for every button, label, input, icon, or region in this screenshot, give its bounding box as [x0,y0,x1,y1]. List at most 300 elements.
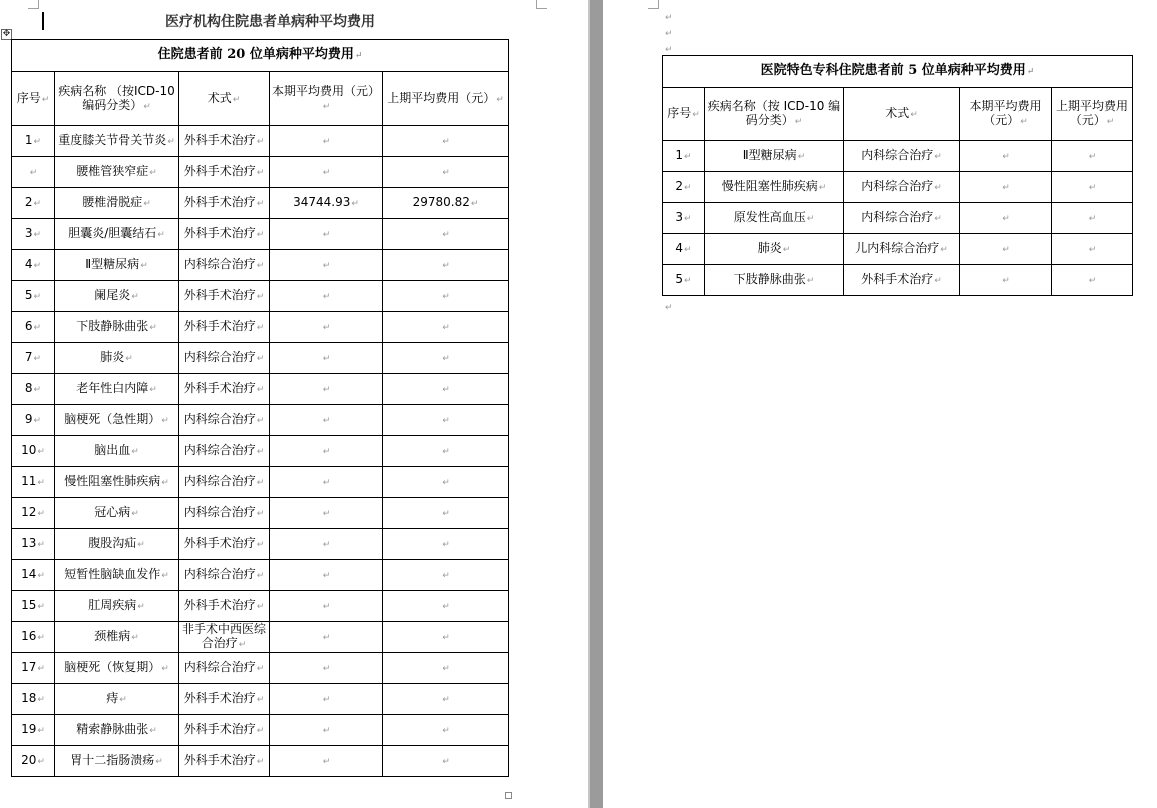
cell-end-mark: ↵ [256,478,265,488]
page-gutter [590,0,603,808]
cell-previous-cost[interactable] [1052,172,1133,203]
cell-method[interactable] [179,281,270,312]
cell-disease-name[interactable] [55,312,179,343]
cell-end-mark: ↵ [1020,117,1028,127]
cell-no[interactable] [12,374,55,405]
cell-end-mark: ↵ [934,276,942,286]
cell-end-mark: ↵ [33,385,42,395]
cell-end-mark: ↵ [442,261,450,271]
cell-method[interactable] [179,250,270,281]
cell-current-cost[interactable] [270,281,383,312]
cell-end-mark: ↵ [256,261,265,271]
cell-end-mark: ↵ [161,478,169,488]
cell-end-mark: ↵ [934,214,942,224]
cell-current-cost[interactable] [270,374,383,405]
cell-disease-name-text: 老年性白内障 [76,381,149,395]
table-row [12,374,509,405]
cell-method[interactable] [179,746,270,777]
cell-end-mark: ↵ [29,168,38,178]
table-resize-handle[interactable] [505,792,512,799]
cell-current-cost[interactable] [270,653,383,684]
cell-current-cost[interactable] [270,529,383,560]
cell-end-mark: ↵ [1088,214,1097,224]
cell-end-mark: ↵ [37,571,45,581]
cell-no[interactable] [12,498,55,529]
cell-no[interactable] [12,126,55,157]
table-row [12,436,509,467]
margin-corner-mark [648,0,659,9]
cell-end-mark: ↵ [149,168,157,178]
cell-end-mark: ↵ [256,447,265,457]
cell-no-text: 20 [21,753,37,767]
cell-current-cost[interactable] [270,219,383,250]
cell-no-text: 9 [24,412,33,426]
cell-method[interactable] [179,126,270,157]
cell-end-mark: ↵ [37,633,45,643]
cell-end-mark: ↵ [910,110,918,120]
cell-end-mark: ↵ [442,168,450,178]
cell-no-text: 16 [21,629,37,643]
cell-end-mark: ↵ [37,478,45,488]
cell-disease-name[interactable] [55,374,179,405]
cell-end-mark: ↵ [322,633,331,643]
cell-method[interactable] [844,203,960,234]
cell-disease-name[interactable] [705,234,844,265]
cell-end-mark: ↵ [256,323,265,333]
cell-disease-name-text: 原发性高血压 [733,210,806,224]
cell-end-mark: ↵ [442,726,450,736]
header-previous-cost[interactable] [1052,88,1133,141]
cell-no[interactable] [12,529,55,560]
cell-disease-name-text: 胃十二指肠溃疡 [70,753,155,767]
cell-current-cost[interactable] [270,157,383,188]
cell-method[interactable] [179,684,270,715]
cell-no[interactable] [12,312,55,343]
cell-previous-cost[interactable] [383,498,509,529]
header-no-text: 序号 [667,106,692,120]
top20-cost-table [11,39,509,777]
cell-disease-name[interactable] [55,622,179,653]
cell-disease-name[interactable] [705,265,844,296]
cell-disease-name[interactable] [55,653,179,684]
cell-current-cost[interactable] [270,684,383,715]
table-row [12,281,509,312]
cell-previous-cost[interactable] [383,188,509,219]
cell-no[interactable] [12,157,55,188]
cell-current-cost[interactable] [270,591,383,622]
cell-no-text: 14 [21,567,37,581]
table-row [663,234,1133,265]
cell-no[interactable] [12,250,55,281]
cell-current-cost[interactable] [270,467,383,498]
cell-end-mark: ↵ [1002,183,1010,193]
cell-disease-name-text: Ⅱ型糖尿病 [742,148,797,162]
cell-end-mark: ↵ [684,245,692,255]
cell-current-cost[interactable] [960,172,1052,203]
cell-no-text: 15 [21,598,37,612]
cell-end-mark: ↵ [140,261,148,271]
cell-end-mark: ↵ [442,633,450,643]
cell-method-text: 内科综合治疗 [183,412,256,426]
table-row [663,172,1133,203]
header-previous-cost[interactable] [383,72,509,126]
cell-method[interactable] [844,265,960,296]
cell-disease-name[interactable] [55,157,179,188]
cell-end-mark: ↵ [256,757,265,767]
table-row [12,188,509,219]
table-row [12,498,509,529]
cell-current-cost[interactable] [270,312,383,343]
cell-previous-cost[interactable] [383,374,509,405]
header-method[interactable] [179,72,270,126]
cell-disease-name[interactable] [55,250,179,281]
cell-disease-name[interactable] [55,436,179,467]
cell-end-mark: ↵ [442,385,450,395]
paragraph-mark: ↵ [665,45,673,55]
cell-previous-cost[interactable] [383,746,509,777]
cell-end-mark: ↵ [442,137,450,147]
cell-current-cost[interactable] [270,343,383,374]
cell-method-text: 外科手术治疗 [183,195,256,209]
cell-previous-cost[interactable] [383,622,509,653]
header-current-cost[interactable] [270,72,383,126]
cell-end-mark: ↵ [442,230,450,240]
cell-current-cost[interactable] [270,436,383,467]
cell-method[interactable] [179,715,270,746]
cell-disease-name[interactable] [55,126,179,157]
cell-end-mark: ↵ [143,101,151,112]
cell-previous-cost[interactable] [383,591,509,622]
cell-no[interactable] [663,172,705,203]
cell-no[interactable] [12,188,55,219]
header-current-cost-text: 本期平均费用（元） [969,99,1042,127]
cell-method[interactable] [179,653,270,684]
cell-disease-name-text: 冠心病 [94,505,131,519]
cell-no-text: 5 [24,288,33,302]
cell-current-cost[interactable] [270,405,383,436]
cell-end-mark: ↵ [256,416,265,426]
cell-disease-name-text: 下肢静脉曲张 [733,272,806,286]
cell-disease-name[interactable] [55,343,179,374]
cell-method-text: 外科手术治疗 [861,272,934,286]
cell-end-mark: ↵ [137,540,145,550]
header-no[interactable] [663,88,705,141]
cell-method-text: 外科手术治疗 [183,226,256,240]
cell-end-mark: ↵ [256,664,265,674]
cell-no[interactable] [663,265,705,296]
cell-previous-cost[interactable] [383,467,509,498]
cell-no-text: 3 [675,210,684,224]
header-current-cost[interactable] [960,88,1052,141]
cell-no[interactable] [663,203,705,234]
cell-current-cost[interactable] [960,203,1052,234]
cell-no-text: 1 [24,133,33,147]
cell-method[interactable] [179,312,270,343]
cell-no[interactable] [12,591,55,622]
cell-no[interactable] [12,405,55,436]
cell-end-mark: ↵ [149,385,157,395]
cell-previous-cost[interactable] [383,219,509,250]
cell-disease-name[interactable] [705,172,844,203]
cell-method[interactable] [179,498,270,529]
cell-method-text: 内科综合治疗 [861,179,934,193]
cell-disease-name-text: 痔 [106,691,119,705]
cell-previous-cost[interactable] [1052,203,1133,234]
cell-no-text: 17 [21,660,37,674]
cell-disease-name[interactable] [55,591,179,622]
table-row [12,343,509,374]
cell-end-mark: ↵ [1106,117,1115,127]
cell-end-mark: ↵ [692,110,700,120]
cell-end-mark: ↵ [1002,214,1010,224]
cell-method[interactable] [179,219,270,250]
cell-disease-name-text: 腰椎滑脱症 [82,195,143,209]
cell-end-mark: ↵ [119,695,127,705]
cell-no[interactable] [12,746,55,777]
cell-no-text: 19 [21,722,37,736]
cell-end-mark: ↵ [33,199,42,209]
cell-previous-cost[interactable] [383,281,509,312]
cell-end-mark: ↵ [322,664,331,674]
text-cursor [42,12,44,30]
cell-current-cost[interactable] [270,560,383,591]
cell-previous-cost[interactable] [383,312,509,343]
cell-disease-name[interactable] [55,746,179,777]
cell-end-mark: ↵ [37,509,45,519]
table-row [12,312,509,343]
cell-previous-cost[interactable] [383,157,509,188]
cell-end-mark: ↵ [137,602,145,612]
cell-disease-name[interactable] [55,281,179,312]
cell-end-mark: ↵ [33,354,42,364]
cell-previous-cost[interactable] [1052,234,1133,265]
cell-end-mark: ↵ [442,602,450,612]
cell-end-mark: ↵ [256,354,265,364]
cell-method-text: 内科综合治疗 [183,660,256,674]
cell-disease-name[interactable] [55,684,179,715]
cell-disease-name-text: 腹股沟疝 [88,536,137,550]
cell-previous-cost[interactable] [383,560,509,591]
cell-current-cost[interactable] [270,498,383,529]
cell-method-text: 内科综合治疗 [183,505,256,519]
cell-method[interactable] [844,234,960,265]
header-no[interactable] [12,72,55,126]
cell-no-text: 1 [675,148,684,162]
cell-current-cost[interactable] [960,141,1052,172]
cell-previous-cost[interactable] [383,653,509,684]
cell-method[interactable] [179,560,270,591]
cell-disease-name-text: 肛周疾病 [88,598,137,612]
cell-current-cost[interactable] [270,188,383,219]
cell-disease-name[interactable] [705,141,844,172]
cell-end-mark: ↵ [256,695,265,705]
paragraph-mark: ↵ [665,29,673,39]
cell-previous-cost[interactable] [383,684,509,715]
cell-method[interactable] [179,157,270,188]
cell-end-mark: ↵ [322,292,331,302]
cell-method[interactable] [179,529,270,560]
cell-end-mark: ↵ [161,664,169,674]
cell-no[interactable] [12,560,55,591]
cell-disease-name-text: 胆囊炎/胆囊结石 [68,226,157,240]
cell-current-cost-text: 34744.93 [293,195,351,209]
header-disease-name[interactable] [705,88,844,141]
cell-method[interactable] [179,622,270,653]
table-row [12,405,509,436]
cell-no[interactable] [12,436,55,467]
table-row [663,141,1133,172]
cell-disease-name[interactable] [55,405,179,436]
cell-disease-name[interactable] [55,467,179,498]
cell-end-mark: ↵ [322,230,331,240]
cell-end-mark: ↵ [442,447,450,457]
cell-previous-cost[interactable] [383,405,509,436]
cell-previous-cost[interactable] [383,715,509,746]
cell-end-mark: ↵ [442,292,450,302]
cell-end-mark: ↵ [1002,245,1010,255]
header-disease-name[interactable] [55,72,179,126]
cell-end-mark: ↵ [684,152,692,162]
cell-current-cost[interactable] [270,746,383,777]
cell-end-mark: ↵ [161,416,169,426]
cell-current-cost[interactable] [960,234,1052,265]
cell-end-mark: ↵ [322,385,331,395]
document-page-right [603,0,1157,808]
cell-no-text: 8 [24,381,33,395]
cell-end-mark: ↵ [442,664,450,674]
cell-end-mark: ↵ [442,478,450,488]
cell-end-mark: ↵ [37,757,45,767]
cell-end-mark: ↵ [256,168,265,178]
cell-method[interactable] [179,405,270,436]
cell-method-text: 外科手术治疗 [183,722,256,736]
cell-previous-cost[interactable] [383,343,509,374]
cell-no[interactable] [12,653,55,684]
cell-end-mark: ↵ [256,571,265,581]
cell-no[interactable] [663,234,705,265]
cell-method[interactable] [179,436,270,467]
cell-method[interactable] [179,343,270,374]
cell-disease-name[interactable] [55,188,179,219]
cell-end-mark: ↵ [157,230,165,240]
cell-method-text: 外科手术治疗 [183,753,256,767]
cell-end-mark: ↵ [33,292,42,302]
cell-no[interactable] [12,715,55,746]
cell-method-text: 外科手术治疗 [183,319,256,333]
cell-end-mark: ↵ [322,261,331,271]
cell-method-text: 外科手术治疗 [183,164,256,178]
cell-end-mark: ↵ [37,447,45,457]
cell-current-cost[interactable] [270,126,383,157]
cell-end-mark: ↵ [256,137,265,147]
cell-method[interactable] [844,172,960,203]
cell-previous-cost[interactable] [383,529,509,560]
cell-end-mark: ↵ [33,416,42,426]
cell-method[interactable] [179,467,270,498]
cell-end-mark: ↵ [322,757,331,767]
cell-end-mark: ↵ [1088,276,1097,286]
cell-end-mark: ↵ [149,726,157,736]
cell-end-mark: ↵ [684,214,692,224]
cell-current-cost[interactable] [960,265,1052,296]
cell-previous-cost[interactable] [1052,265,1133,296]
cell-previous-cost[interactable] [383,436,509,467]
cell-end-mark: ↵ [322,509,331,519]
cell-end-mark: ↵ [33,261,42,271]
cell-no[interactable] [12,684,55,715]
header-method-text: 术式 [207,90,232,105]
cell-end-mark: ↵ [470,199,479,209]
cell-disease-name[interactable] [55,498,179,529]
header-disease-name-text: 疾病名称 （按ICD-10 编码分类） [58,83,175,112]
cell-end-mark: ↵ [37,602,45,612]
table-row [12,591,509,622]
cell-end-mark: ↵ [806,214,815,224]
cell-no[interactable] [663,141,705,172]
cell-end-mark: ↵ [322,478,331,488]
cell-method[interactable] [844,141,960,172]
cell-previous-cost[interactable] [383,250,509,281]
cell-method[interactable] [179,188,270,219]
table-row [663,203,1133,234]
cell-disease-name[interactable] [55,715,179,746]
cell-current-cost[interactable] [270,715,383,746]
cell-disease-name[interactable] [55,529,179,560]
cell-no-text: 6 [24,319,33,333]
cell-end-mark: ↵ [256,726,265,736]
cell-no-text: 2 [675,179,684,193]
cell-previous-cost[interactable] [1052,141,1133,172]
cell-disease-name-text: 下肢静脉曲张 [76,319,149,333]
cell-disease-name[interactable] [55,219,179,250]
cell-end-mark: ↵ [322,137,331,147]
cell-method[interactable] [179,374,270,405]
cell-previous-cost[interactable] [383,126,509,157]
cell-method-text: 内科综合治疗 [861,148,934,162]
cell-end-mark: ↵ [782,245,791,255]
table-row [12,126,509,157]
cell-current-cost[interactable] [270,622,383,653]
cell-no[interactable] [12,622,55,653]
cell-current-cost[interactable] [270,250,383,281]
cell-end-mark: ↵ [794,117,803,127]
cell-end-mark: ↵ [37,540,45,550]
page-title: 医疗机构住院患者单病种平均费用 [165,14,375,30]
cell-end-mark: ↵ [131,509,139,519]
cell-end-mark: ↵ [131,292,139,302]
cell-method[interactable] [179,591,270,622]
table-move-handle-icon[interactable]: ✥ [2,29,11,39]
cell-end-mark: ↵ [496,94,504,105]
paragraph-mark: ↵ [665,303,673,313]
cell-no[interactable] [12,219,55,250]
cell-no-text: 4 [675,241,684,255]
cell-end-mark: ↵ [322,168,331,178]
header-previous-cost-text: 上期平均费用（元） [387,90,496,105]
cell-no[interactable] [12,467,55,498]
cell-end-mark: ↵ [934,152,942,162]
cell-disease-name[interactable] [55,560,179,591]
cell-no[interactable] [12,343,55,374]
header-disease-name-text: 疾病名称（按 ICD-10 编码分类） [707,99,841,127]
cell-end-mark: ↵ [37,664,45,674]
cell-end-mark: ↵ [322,695,331,705]
cell-disease-name[interactable] [705,203,844,234]
cell-end-mark: ↵ [442,757,450,767]
header-method[interactable] [844,88,960,141]
cell-no[interactable] [12,281,55,312]
cell-end-mark: ↵ [33,137,42,147]
